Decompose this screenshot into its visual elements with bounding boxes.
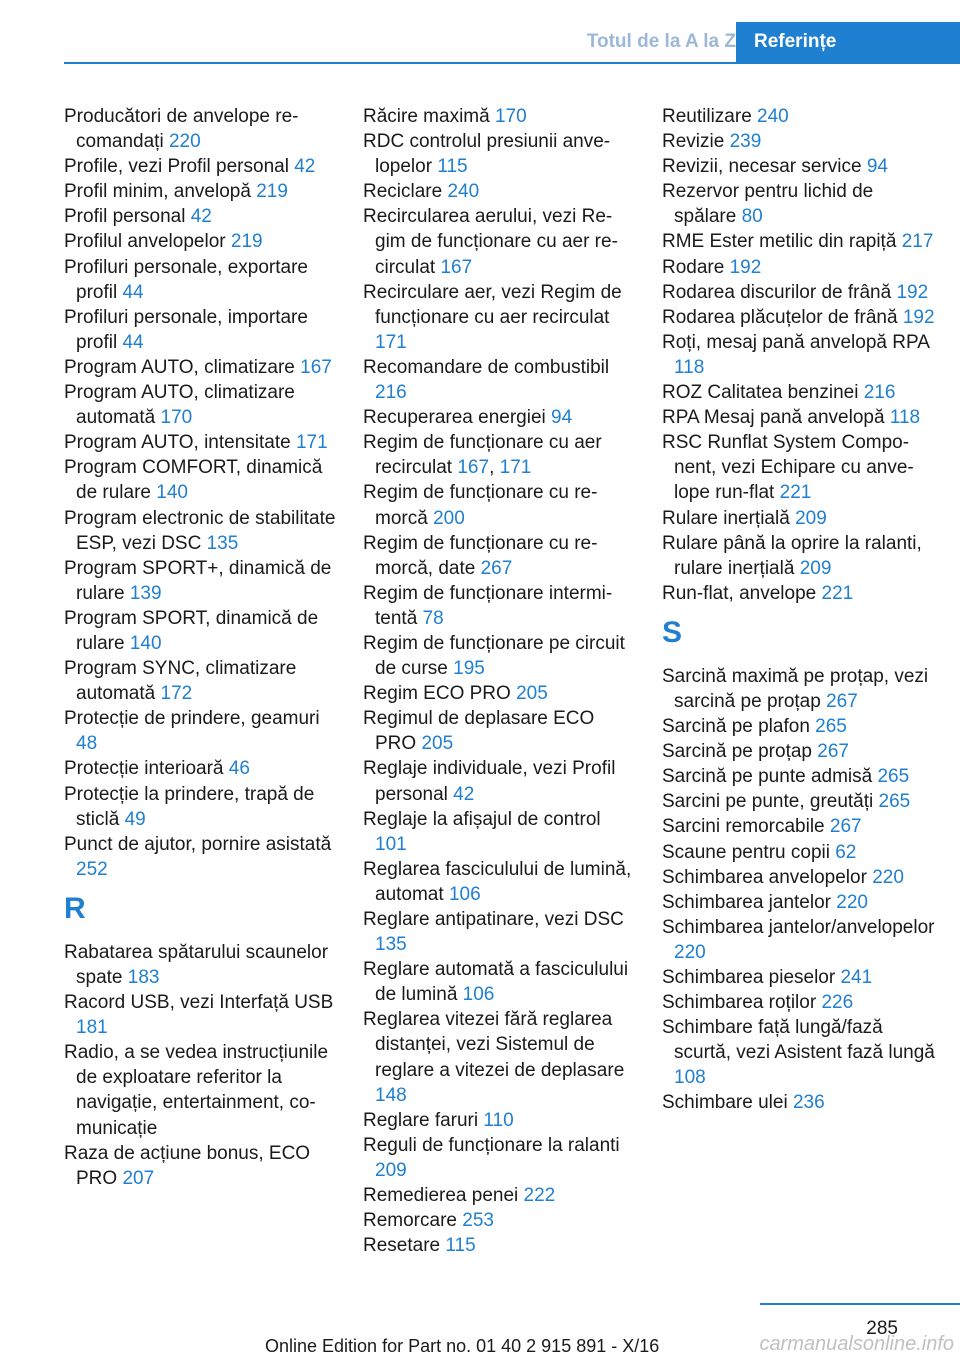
index-entry-text: Reglarea fasciculului de lumină, automat	[363, 858, 632, 905]
page-link[interactable]: 170	[494, 106, 527, 127]
page-link[interactable]: 108	[674, 1067, 706, 1089]
index-entry	[662, 789, 937, 814]
index-entry	[662, 280, 937, 305]
page-link[interactable]: 219	[256, 181, 288, 203]
index-entry	[64, 380, 336, 430]
page-link[interactable]: 48	[76, 733, 98, 755]
index-entry	[662, 380, 937, 405]
index-entry	[662, 915, 937, 965]
page-link[interactable]: 42	[453, 783, 475, 805]
page-link[interactable]: 265	[815, 716, 847, 738]
index-entry	[363, 1007, 635, 1107]
page-link[interactable]: 139	[129, 582, 162, 604]
index-entry	[662, 104, 937, 129]
index-entry-text: Sarcină pe punte admisă	[662, 766, 873, 788]
page-link[interactable]: 42	[190, 206, 212, 228]
index-entry-text: Reglaje la afișajul de control	[363, 808, 601, 830]
page-link[interactable]: 192	[729, 256, 762, 278]
index-entry-text: Regim ECO PRO	[363, 683, 511, 705]
page-link[interactable]: 205	[516, 683, 548, 705]
index-entry-text: Program AUTO, climatizare	[64, 356, 295, 378]
index-entry-text: Regim de funcționare cu aer recirculat	[363, 432, 602, 479]
page-link[interactable]: 252	[76, 858, 108, 880]
index-entry	[662, 965, 937, 990]
page-link[interactable]: 200	[433, 507, 465, 529]
page-link[interactable]: 78	[422, 607, 444, 629]
index-entry-text: Rulare până la oprire la ralanti, rulare inerțială	[662, 532, 922, 579]
page-link[interactable]: 220	[674, 941, 706, 963]
index-entry	[64, 229, 336, 254]
index-entry-text: Profile, vezi Profil personal	[64, 156, 289, 178]
index-entry-text: Profilul anvelopelor	[64, 231, 226, 253]
index-entry-text: ROZ Calitatea benzinei	[662, 382, 859, 404]
index-entry-text: Recuperarea energiei	[363, 407, 546, 429]
page-link[interactable]: 106	[462, 984, 495, 1006]
index-letter-heading: S	[662, 615, 683, 649]
index-entry	[662, 890, 937, 915]
page-link[interactable]: 80	[741, 206, 763, 228]
page-link[interactable]: 94	[551, 407, 573, 429]
index-entry	[363, 531, 635, 581]
page-link[interactable]: 101	[375, 833, 407, 855]
index-entry-text: Schimbarea roților	[662, 992, 817, 1014]
page-link[interactable]: 135	[206, 532, 239, 554]
index-entry-text: Rodarea discurilor de frână	[662, 281, 892, 303]
index-entry-text: Schimbare ulei	[662, 1092, 788, 1114]
index-entry	[662, 154, 937, 179]
index-entry	[363, 1133, 635, 1183]
page-link[interactable]: 181	[76, 1017, 108, 1039]
index-entry	[64, 832, 336, 882]
page-link[interactable]: 207	[122, 1167, 155, 1189]
index-entry-text: Schimbarea anvelopelor	[662, 866, 867, 888]
index-entry-text: Regim de funcționare cu remorcă	[363, 482, 598, 529]
index-entry	[64, 606, 336, 656]
index-entry	[662, 305, 937, 330]
index-entry	[363, 706, 635, 756]
index-entry-text: Program SPORT, dinamică de rulare	[64, 607, 319, 654]
index-entry	[662, 1015, 937, 1090]
index-entry	[363, 355, 635, 405]
index-entry	[662, 739, 937, 764]
index-entry	[662, 664, 937, 714]
index-entry-text: Rodare	[662, 256, 725, 278]
index-entry	[64, 430, 336, 455]
index-entry-text: Schimbarea pieselor	[662, 967, 836, 988]
index-entry	[64, 990, 336, 1040]
index-entry	[64, 756, 336, 781]
page-link[interactable]: 44	[122, 281, 144, 303]
index-entry-text: Program electronic de stabilitate ESP, vezi DSC	[64, 507, 336, 554]
index-entry	[662, 581, 937, 606]
page-link[interactable]: 241	[840, 967, 873, 988]
page-link[interactable]: 253	[462, 1210, 494, 1232]
page-link[interactable]: 183	[127, 967, 160, 988]
index-entry-text: Sarcină pe proțap	[662, 741, 812, 763]
page-link[interactable]: 167	[300, 356, 332, 378]
index-entry-text: Recomandare de combustibil	[363, 356, 610, 378]
header-rule	[64, 62, 960, 64]
page-link[interactable]: 167	[457, 457, 490, 479]
edition-footer: Online Edition for Part no. 01 40 2 915 891 - X/16	[265, 1336, 660, 1356]
index-entry-text: Schimbarea jantelor	[662, 891, 831, 913]
page-link[interactable]: 220	[168, 131, 201, 153]
index-entry	[64, 355, 336, 380]
index-entry-text: Rezervor pentru lichid de spălare	[662, 181, 874, 228]
index-entry	[662, 255, 937, 280]
page-link[interactable]: 222	[523, 1185, 556, 1207]
index-entry	[64, 204, 336, 229]
index-entry	[64, 179, 336, 204]
index-entry-text: Rulare inerțială	[662, 507, 790, 529]
page-link[interactable]: 267	[480, 557, 513, 579]
index-entry	[662, 714, 937, 739]
index-entry-text: Remedierea penei	[363, 1185, 519, 1207]
index-entry-text: Rabatarea spătarului scaunelor spate	[64, 941, 329, 988]
index-entry-text: Profil personal	[64, 206, 186, 228]
index-letter-heading: R	[64, 891, 86, 925]
page-link[interactable]: 265	[878, 791, 911, 813]
index-entry-text: Roți, mesaj pană anvelopă RPA	[662, 331, 929, 353]
footer-rule	[760, 1303, 960, 1305]
page-link[interactable]: 219	[230, 231, 263, 253]
index-entry-text: Profiluri personale, exportare profil	[64, 256, 308, 303]
page-link[interactable]: 148	[375, 1084, 407, 1106]
page-link[interactable]: 167	[440, 256, 473, 278]
index-entry	[64, 255, 336, 305]
watermark-logo: carmanualsonline.info	[759, 1333, 954, 1355]
page-link[interactable]: 209	[795, 507, 827, 529]
index-entry-text: Program AUTO, intensitate	[64, 432, 291, 454]
index-entry-text: Run-flat, anvelope	[662, 582, 817, 604]
index-entry	[662, 840, 937, 865]
page-link[interactable]: 267	[826, 690, 858, 712]
index-entry	[363, 280, 635, 355]
index-entry	[64, 1040, 336, 1140]
page-link[interactable]: 171	[375, 331, 407, 353]
index-entry	[64, 1141, 336, 1191]
page-link[interactable]: 205	[421, 733, 454, 755]
index-entry	[363, 1208, 635, 1233]
page-link[interactable]: 209	[375, 1159, 407, 1181]
page-link[interactable]: 62	[835, 841, 857, 863]
page-link[interactable]: 171	[499, 457, 532, 479]
page-link[interactable]: 140	[156, 482, 188, 504]
index-entry-text: Rodarea plăcuțelor de frână	[662, 306, 898, 328]
index-entry-text: RSC Runflat System Component, vezi Echipare cu anvelope run-flat	[662, 432, 914, 504]
page-link[interactable]: 267	[817, 741, 849, 763]
index-entry-text: Protecție la prindere, trapă de sticlă	[64, 783, 315, 830]
index-entry	[662, 405, 937, 430]
index-entry	[662, 865, 937, 890]
index-entry-text: Sarcini pe punte, greutăți	[662, 791, 874, 813]
index-entry	[64, 455, 336, 505]
index-entry	[64, 706, 336, 756]
index-entry	[64, 305, 336, 355]
index-entry	[363, 204, 635, 279]
index-column-2	[363, 104, 635, 1258]
page-link[interactable]: 140	[129, 632, 162, 654]
index-entry	[363, 631, 635, 681]
index-entry-text: Revizie	[662, 131, 725, 153]
index-entry-text: Reutilizare	[662, 106, 752, 127]
index-entry-text: Regim de funcționare intermitentă	[363, 582, 613, 629]
index-entry	[363, 129, 635, 179]
index-entry-text: Remorcare	[363, 1210, 457, 1232]
section-tab[interactable]: Totul de la A la Z	[586, 31, 736, 52]
index-entry	[363, 857, 635, 907]
page-link[interactable]: 209	[799, 557, 832, 579]
page-link[interactable]: 236	[792, 1092, 825, 1114]
page-link[interactable]: 106	[448, 883, 481, 905]
index-entry	[662, 506, 937, 531]
index-column-3	[662, 104, 937, 1116]
index-entry	[662, 129, 937, 154]
index-entry-text: Program AUTO, climatizare automată	[64, 382, 295, 429]
index-entry-text: Program COMFORT, dinamică de rulare	[64, 457, 323, 504]
index-entry	[363, 1233, 635, 1258]
page-link[interactable]: 267	[829, 816, 862, 838]
index-entry-text: Program SYNC, climatizare automată	[64, 658, 297, 705]
index-entry	[363, 104, 635, 129]
index-entry-text: RME Ester metilic din rapiță	[662, 231, 897, 253]
index-entry-text: Revizii, necesar service	[662, 156, 862, 178]
index-entry	[64, 656, 336, 706]
index-entry	[363, 807, 635, 857]
index-entry-text: Program SPORT+, dinamică de rulare	[64, 557, 332, 604]
index-entry	[363, 179, 635, 204]
index-entry-text: Protecție interioară	[64, 758, 224, 780]
page-link[interactable]: 195	[453, 658, 485, 680]
index-entry	[363, 405, 635, 430]
index-entry	[363, 756, 635, 806]
index-entry	[662, 430, 937, 505]
page-link[interactable]: 115	[445, 1235, 476, 1257]
index-entry	[662, 1090, 937, 1115]
page-link[interactable]: 265	[877, 766, 910, 788]
page-link[interactable]: 46	[228, 758, 250, 780]
index-entry	[662, 814, 937, 839]
page-link[interactable]: 192	[896, 281, 929, 303]
index-entry-text: Schimbare față lungă/fază scurtă, vezi Asistent fază lungă	[662, 1017, 935, 1064]
index-entry-text: Reglarea vitezei fără reglarea distanței, vezi Sistemul de reglare a vitezei de deplasare	[363, 1009, 625, 1081]
index-entry-text: RDC controlul presiunii anvelopelor	[363, 131, 611, 178]
index-entry	[662, 330, 937, 380]
index-entry	[363, 907, 635, 957]
index-entry	[662, 531, 937, 581]
index-entry	[64, 782, 336, 832]
index-entry	[363, 957, 635, 1007]
index-entry	[363, 1108, 635, 1133]
index-entry-text: Sarcină maximă pe proțap, vezi sarcină pe proțap	[662, 665, 929, 712]
index-entry-text: Reglare faruri	[363, 1109, 479, 1131]
index-entry	[662, 990, 937, 1015]
index-entry-text: Radio, a se vedea instrucțiunile de exploatare referitor la navigație, entertainment, comunicație	[64, 1042, 329, 1139]
index-entry	[363, 681, 635, 706]
index-entry-text: Protecție de prindere, geamuri	[64, 708, 320, 730]
index-entry-text: Reciclare	[363, 181, 443, 203]
page-link[interactable]: 171	[295, 432, 328, 454]
index-entry-text: Resetare	[363, 1235, 441, 1257]
page-link[interactable]: 240	[757, 106, 789, 127]
index-entry	[64, 556, 336, 606]
index-entry-text: Recirculare aer, vezi Regim de funcționare cu aer recirculat	[363, 281, 622, 328]
index-entry	[64, 940, 336, 990]
index-entry-text: Reguli de funcționare la ralanti	[363, 1134, 620, 1156]
index-entry-text: Scaune pentru copii	[662, 841, 830, 863]
index-entry-text: RPA Mesaj pană anvelopă	[662, 407, 885, 429]
index-entry-text: Producători de anvelope recomandați	[64, 106, 299, 153]
page-link[interactable]: 226	[821, 992, 854, 1014]
index-entry	[363, 480, 635, 530]
index-entry-text: Sarcină pe plafon	[662, 716, 810, 738]
page-link[interactable]: 94	[866, 156, 888, 178]
page-link[interactable]: 118	[674, 356, 705, 378]
page-link[interactable]: 170	[160, 407, 193, 429]
page-link[interactable]: 220	[872, 866, 904, 888]
index-entry-text: Reglare antipatinare, vezi DSC	[363, 909, 624, 930]
page-link[interactable]: 192	[902, 306, 935, 328]
index-entry-text: Regim de funcționare cu remorcă, date	[363, 532, 598, 579]
page-link[interactable]: 221	[779, 482, 812, 504]
index-entry	[363, 1183, 635, 1208]
page-number: 285	[866, 1318, 898, 1339]
index-entry-text: Punct de ajutor, pornire asistată	[64, 833, 332, 855]
index-entry	[662, 179, 937, 229]
index-entry	[64, 506, 336, 556]
page-link[interactable]: 172	[160, 683, 193, 705]
chapter-tab[interactable]: Referințe	[736, 22, 960, 62]
index-entry-text: Racord USB, vezi Interfață USB	[64, 992, 334, 1014]
index-entry	[662, 229, 937, 254]
index-entry-text: Reglare automată a fasciculului de lumină	[363, 959, 629, 1006]
index-entry	[363, 581, 635, 631]
index-entry-text: Recircularea aerului, vezi Regim de funcționare cu aer recirculat	[363, 206, 618, 278]
page-link[interactable]: 49	[124, 808, 146, 830]
index-entry-text: Profil minim, anvelopă	[64, 181, 251, 203]
index-entry	[64, 104, 336, 154]
page-link[interactable]: 216	[863, 382, 896, 404]
page-link[interactable]: 135	[375, 934, 407, 956]
page-link[interactable]: 240	[447, 181, 480, 203]
index-entry-text: Regimul de deplasare ECO PRO	[363, 708, 595, 755]
index-entry-text: Profiluri personale, importare profil	[64, 306, 308, 353]
index-entry	[662, 764, 937, 789]
page-link[interactable]: 239	[729, 131, 762, 153]
page-link[interactable]: 220	[836, 891, 868, 913]
page-link[interactable]: 115	[437, 156, 468, 178]
page-link[interactable]: 44	[122, 331, 144, 353]
index-entry-text: Raza de acțiune bonus, ECO PRO	[64, 1142, 311, 1189]
page-link[interactable]: 118	[889, 407, 921, 429]
index-entry-text: Schimbarea jantelor/anvelopelor	[662, 916, 935, 938]
index-entry-text: Regim de funcționare pe circuit de curse	[363, 632, 625, 680]
page-link[interactable]: 217	[901, 231, 934, 253]
index-entry-text: Sarcini remorcabile	[662, 816, 825, 838]
index-entry-text: Răcire maximă	[363, 106, 490, 127]
index-entry-text: Reglaje individuale, vezi Profil personal	[363, 758, 616, 805]
page-link[interactable]: 216	[375, 382, 407, 404]
index-column-1	[64, 104, 336, 1191]
page-link[interactable]: 110	[483, 1109, 514, 1131]
page-link[interactable]: 221	[821, 582, 854, 604]
index-entry	[64, 154, 336, 179]
page-link[interactable]: 42	[294, 156, 316, 178]
index-entry: Regim de funcționare cu aer recirculat 167, 171	[363, 432, 602, 479]
